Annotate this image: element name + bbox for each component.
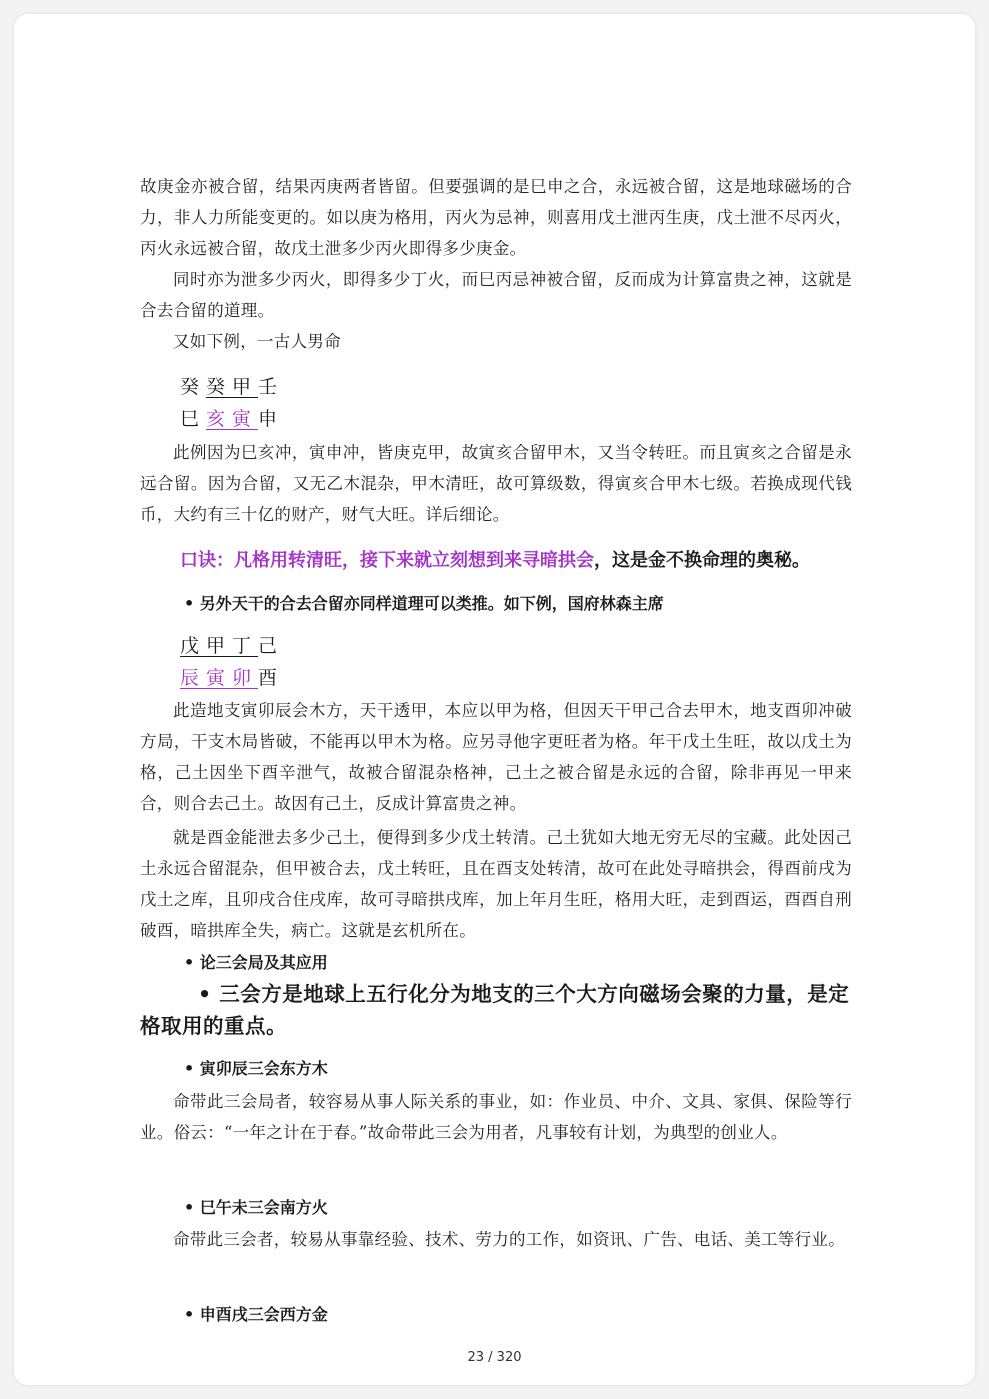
section-heading: • 申酉戌三会西方金 — [184, 1305, 328, 1324]
stem: 戊 — [180, 635, 207, 657]
bazi-stems-2 — [180, 631, 284, 661]
bazi-stems-1 — [180, 372, 284, 402]
paragraph: 就是酉金能泄去多少己土，便得到多少戊土转清。己土犹如大地无穷无尽的宝藏。此处因己土永远合留混杂，但甲被合去，戊土转旺，且在酉支处转清，故可在此处寻暗拱会，得酉前戌为戊土之库，且卯戌合住戌库，故可寻暗拱戌库，加上年月生旺，格用大旺，走到酉运，酉酉自刑破酉，暗拱库全失，病亡。这就是玄机所在。 — [140, 828, 852, 940]
paragraph: 故庚金亦被合留，结果丙庚两者皆留。但要强调的是巳申之合，永远被合留，这是地球磁场的合力，非人力所能变更的。如以庚为格用，丙火为忌神，则喜用戊土泄丙生庚，戊土泄不尽丙火，丙火永远被合留，故戊土泄多少丙火即得多少庚金。 — [140, 177, 852, 258]
branch: 亥 — [206, 408, 233, 430]
branch: 卯 — [232, 667, 259, 689]
paragraph: 此造地支寅卯辰会木方，天干透甲，本应以甲为格，但因天干甲己合去甲木，地支酉卯冲破方局，干支木局皆破，不能再以甲木为格。应另寻他字更旺者为格。年干戊土生旺，故以戊土为格，己土因坐下酉辛泄气，故被合留混杂格神，己土之被合留是永远的合留，除非再见一甲来合，则合去己土。故因有己土，反成计算富贵之神。 — [140, 701, 852, 813]
section-heading: • 论三会局及其应用 — [184, 953, 328, 972]
koujue-line — [180, 546, 810, 576]
branch: 巳 — [180, 408, 207, 430]
branch: 申 — [258, 408, 285, 430]
koujue-label: 口诀：凡格用转清旺，接下来就立刻想到来寻暗拱会 — [180, 550, 594, 571]
page-number: 23 / 320 — [467, 1350, 522, 1365]
section-note: • 另外天干的合去合留亦同样道理可以类推。如下例，国府林森主席 — [184, 594, 664, 613]
paragraph: 又如下例，一古人男命 — [173, 332, 341, 351]
paragraph: 命带此三会局者，较容易从事人际关系的事业，如：作业员、中介、文具、家俱、保险等行业。俗云：“一年之计在于春。”故命带此三会为用者，凡事较有计划，为典型的创业人。 — [140, 1092, 852, 1142]
stem: 己 — [258, 635, 285, 657]
section-heading: • 巳午未三会南方火 — [184, 1198, 328, 1217]
stem: 癸 — [180, 376, 207, 398]
paragraph: 此例因为巳亥冲，寅申冲，皆庚克甲，故寅亥合留甲木，又当令转旺。而且寅亥之合留是永远合留。因为合留，又无乙木混杂，甲木清旺，故可算级数，得寅亥合甲木七级。若换成现代钱币，大约有三十亿的财产，财气大旺。详后细论。 — [140, 443, 852, 524]
branch: 寅 — [232, 408, 259, 430]
stem: 甲 — [232, 376, 259, 398]
stem: 癸 — [206, 376, 233, 398]
branch: 辰 — [180, 667, 207, 689]
stem: 丁 — [232, 635, 259, 657]
paragraph: 命带此三会者，较易从事靠经验、技术、劳力的工作，如资讯、广告、电话、美工等行业。 — [173, 1230, 845, 1249]
section-heading: • 寅卯辰三会东方木 — [184, 1059, 328, 1078]
document-page — [14, 14, 975, 1385]
koujue-rest: ，这是金不换命理的奥秘。 — [594, 550, 810, 571]
branch: 寅 — [206, 667, 233, 689]
branch: 酉 — [258, 667, 285, 689]
stem: 壬 — [258, 376, 285, 398]
stem: 甲 — [206, 635, 233, 657]
paragraph: 同时亦为泄多少丙火，即得多少丁火，而巳丙忌神被合留，反而成为计算富贵之神，这就是合去合留的道理。 — [140, 270, 852, 320]
section-heading-large: • 三会方是地球上五行化分为地支的三个大方向磁场会聚的力量，是定格取用的重点。 — [140, 982, 850, 1038]
bazi-branches-2 — [180, 663, 284, 693]
bazi-branches-1 — [180, 404, 284, 434]
